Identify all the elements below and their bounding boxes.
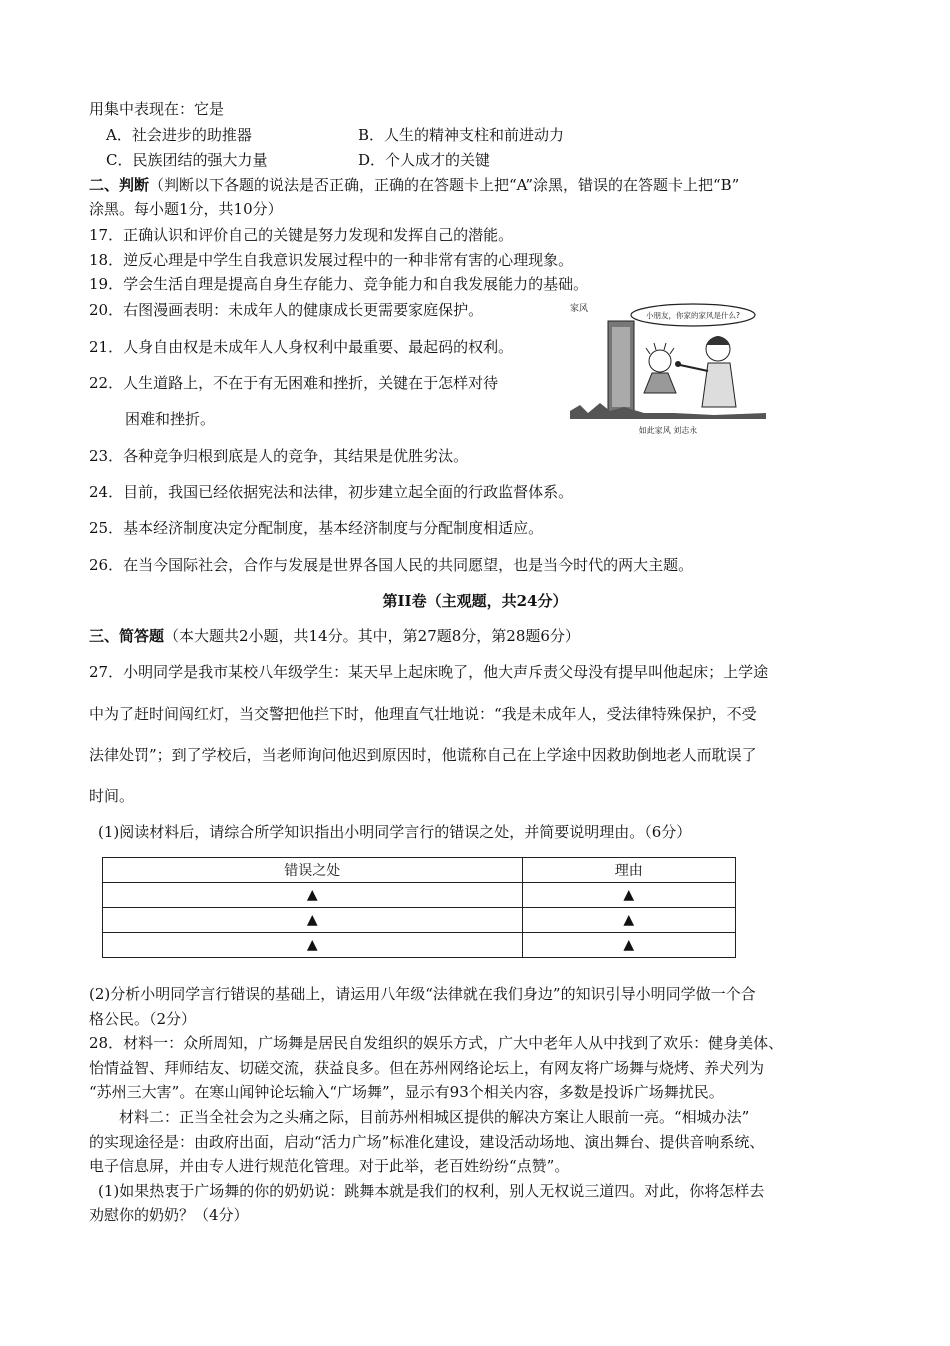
- question-23: 23．各种竞争归根到底是人的竞争，其结果是优胜劣汰。: [89, 447, 469, 465]
- question-22-cont: 困难和挫折。: [125, 410, 216, 428]
- cartoon-corner-text: 家风: [570, 304, 589, 314]
- table-row: [103, 883, 736, 908]
- speech-bubble-text: 小朋友，你家的家风是什么?: [646, 311, 740, 320]
- question-27-line-1: 27．小明同学是我市某校八年级学生：某天早上起床晚了，他大声斥责父母没有提早叫他起床；上学途: [89, 663, 769, 681]
- q16-option-d: D．个人成才的关键: [358, 151, 491, 169]
- woman-arm: [680, 365, 708, 371]
- question-27-sub-2-cont: 格公民。（2分）: [89, 1010, 197, 1028]
- question-27-line-3: 法律处罚”；到了学校后，当老师询问他迟到原因时，他谎称自己在上学途中因救助倒地老人而耽误了: [89, 746, 757, 764]
- part3-title: 三、简答题: [89, 627, 165, 645]
- question-18: 18．逆反心理是中学生自我意识发展过程中的一种非常有害的心理现象。: [89, 251, 574, 269]
- door-panel: [612, 327, 630, 407]
- question-28-line-1: 28．材料一：众所周知，广场舞是居民自发组织的娱乐方式，广大中老年人从中找到了欢乐：健身美体、: [89, 1034, 784, 1052]
- question-26: 26．在当今国际社会，合作与发展是世界各国人民的共同愿望，也是当今时代的两大主题。: [89, 556, 694, 574]
- answer-cell: ▲: [103, 883, 523, 908]
- answer-cell: ▲: [103, 908, 523, 933]
- part2-heading: [89, 175, 739, 195]
- answer-cell: ▲: [522, 908, 735, 933]
- header-reason: 理由: [522, 858, 735, 883]
- q16-option-c: C．民族团结的强大力量: [106, 151, 268, 169]
- answer-cell: ▲: [522, 933, 735, 958]
- answer-table-header: [103, 858, 736, 883]
- question-17: 17．正确认识和评价自己的关键是努力发现和发挥自己的潜能。: [89, 226, 514, 244]
- question-28-line-2: 怡情益智、拜师结友、切磋交流，获益良多。但在苏州网络论坛上，有网友将广场舞与烧烤、养犬列为: [89, 1059, 765, 1077]
- question-28-line-6: 电子信息屏，并由专人进行规范化管理。对于此举，老百姓纷纷“点赞”。: [89, 1157, 570, 1175]
- part2-instructions-cont: 涂黑。每小题1分，共10分）: [89, 200, 283, 218]
- woman-hair: [706, 336, 730, 345]
- answer-cell: ▲: [103, 933, 523, 958]
- q16-option-a: A．社会进步的助推器: [106, 126, 252, 144]
- child-body: [644, 373, 676, 393]
- table-row: [103, 908, 736, 933]
- microphone: [675, 361, 681, 367]
- question-27-line-4: 时间。: [89, 787, 135, 805]
- cartoon-caption: 如此家风 刘志永: [638, 426, 698, 435]
- woman-body: [702, 363, 736, 407]
- question-20: 20．右图漫画表明：未成年人的健康成长更需要家庭保护。: [89, 301, 484, 319]
- question-28-material-2: 材料二：正当全社会为之头痛之际，目前苏州相城区提供的解决方案让人眼前一亮。“相城办法”: [119, 1108, 750, 1126]
- answer-table: [102, 857, 736, 958]
- question-28-line-5: 的实现途径是：由政府出面，启动“活力广场”标准化建设，建设活动场地、演出舞台、提供音响系统、: [89, 1133, 765, 1151]
- question-22: 22．人生道路上，不在于有无困难和挫折，关键在于怎样对待: [89, 374, 499, 392]
- part3-instructions: （本大题共2小题，共14分。其中，第27题8分，第28题6分）: [164, 627, 580, 645]
- cartoon-illustration: [568, 299, 768, 439]
- answer-cell: ▲: [522, 883, 735, 908]
- q16-stem: 用集中表现在：它是: [89, 100, 225, 118]
- question-28-line-3: “苏州三大害”。在寒山闻钟论坛输入“广场舞”，显示有93个相关内容，多数是投诉广场舞扰民。: [89, 1083, 724, 1101]
- part2-title: 二、判断: [89, 176, 150, 194]
- question-27-sub-1: (1)阅读材料后，请综合所学知识指出小明同学言行的错误之处，并简要说明理由。（6分）: [98, 823, 692, 841]
- part3-heading: [89, 626, 580, 646]
- q16-option-b: B．人生的精神支柱和前进动力: [358, 126, 565, 144]
- question-27-line-2: 中为了赶时间闯红灯，当交警把他拦下时，他理直气壮地说：“我是未成年人，受法律特殊保护，不受: [89, 705, 757, 723]
- volume-2-title: 第II卷（主观题，共24分）: [382, 592, 568, 610]
- question-21: 21．人身自由权是未成年人人身权利中最重要、最起码的权利。: [89, 338, 514, 356]
- question-25: 25．基本经济制度决定分配制度，基本经济制度与分配制度相适应。: [89, 519, 544, 537]
- question-28-sub-1-cont: 劝慰你的奶奶？（4分）: [89, 1206, 249, 1224]
- question-27-sub-2: (2)分析小明同学言行错误的基础上，请运用八年级“法律就在我们身边”的知识引导小明同学做一个合: [89, 985, 756, 1003]
- question-28-sub-1: (1)如果热衷于广场舞的你的奶奶说：跳舞本就是我们的权利，别人无权说三道四。对此，你将怎样去: [98, 1182, 765, 1200]
- floor-clutter: [570, 403, 766, 419]
- header-error: 错误之处: [103, 858, 523, 883]
- table-row: [103, 933, 736, 958]
- child-head: [649, 350, 671, 372]
- question-19: 19．学会生活自理是提高自身生存能力、竞争能力和自我发展能力的基础。: [89, 275, 589, 293]
- part2-instructions: （判断以下各题的说法是否正确，正确的在答题卡上把“A”涂黑，错误的在答题卡上把“B”: [149, 176, 740, 194]
- question-24: 24．目前，我国已经依据宪法和法律，初步建立起全面的行政监督体系。: [89, 483, 574, 501]
